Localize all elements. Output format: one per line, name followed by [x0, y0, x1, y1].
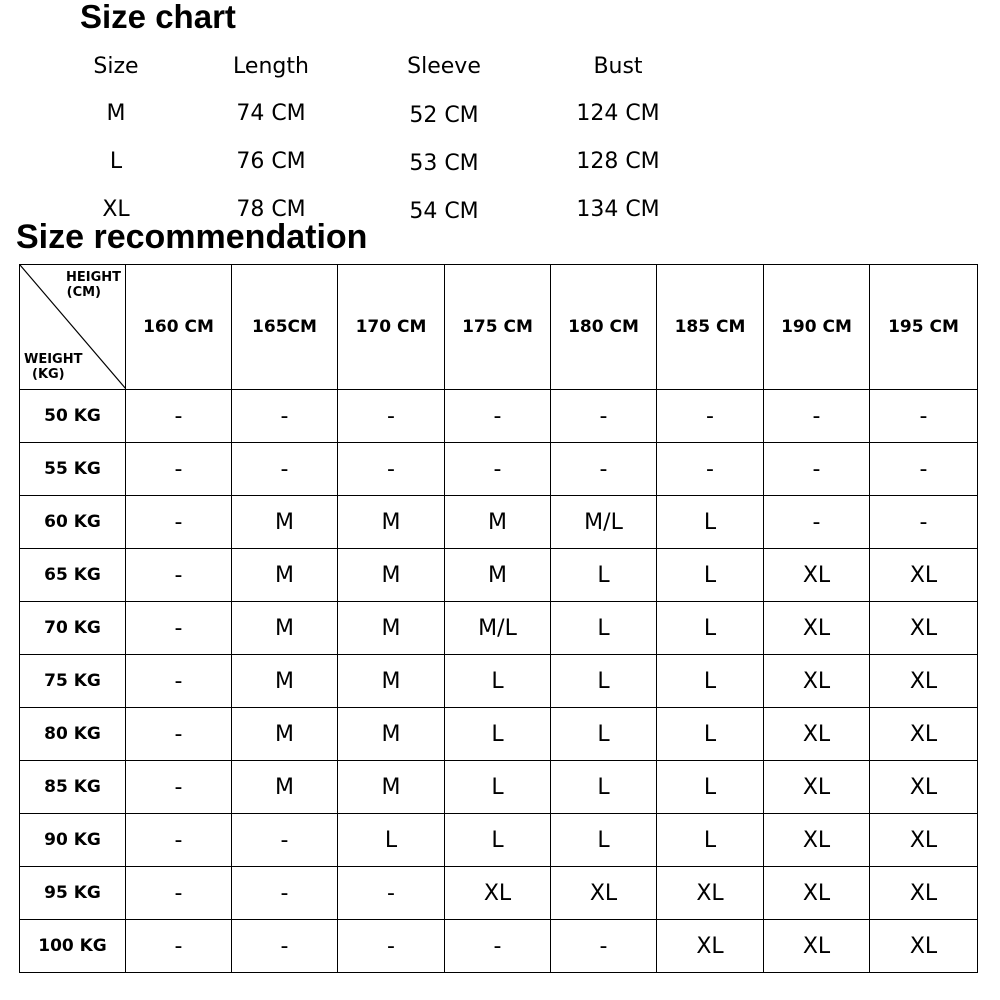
- size-cell: XL: [764, 761, 870, 814]
- weight-cell: 60 KG: [20, 496, 126, 549]
- weight-label: WEIGHT: [24, 352, 83, 368]
- size-cell: L: [551, 761, 657, 814]
- size-chart-cell: L: [109, 149, 123, 174]
- size-cell: M: [232, 708, 338, 761]
- size-chart-cell: 134 CM: [576, 197, 660, 222]
- size-cell: M: [338, 761, 445, 814]
- size-cell: XL: [551, 867, 657, 920]
- size-cell: -: [126, 602, 232, 655]
- size-cell: L: [445, 761, 551, 814]
- size-cell: -: [551, 390, 657, 443]
- size-cell: L: [551, 814, 657, 867]
- size-cell: XL: [764, 814, 870, 867]
- size-chart-cell: 78 CM: [236, 197, 306, 222]
- size-cell: L: [445, 708, 551, 761]
- table-row: [20, 920, 978, 973]
- size-cell: XL: [870, 920, 978, 973]
- size-cell: -: [338, 390, 445, 443]
- height-unit: (CM): [66, 284, 101, 300]
- size-cell: XL: [870, 761, 978, 814]
- size-cell: XL: [764, 655, 870, 708]
- size-cell: L: [657, 602, 764, 655]
- size-cell: L: [551, 549, 657, 602]
- size-cell: M: [338, 708, 445, 761]
- size-cell: M: [232, 549, 338, 602]
- table-row: [20, 443, 978, 496]
- size-cell: M: [338, 655, 445, 708]
- table-row: [20, 655, 978, 708]
- size-cell: -: [232, 443, 338, 496]
- size-cell: M: [232, 761, 338, 814]
- size-recommendation-title: Size recommendation: [16, 218, 368, 256]
- size-cell: -: [764, 496, 870, 549]
- size-cell: -: [126, 761, 232, 814]
- size-cell: -: [445, 390, 551, 443]
- size-cell: XL: [870, 549, 978, 602]
- size-chart-cell: XL: [102, 197, 130, 222]
- size-cell: XL: [445, 867, 551, 920]
- weight-cell: 95 KG: [20, 867, 126, 920]
- size-chart-cell: 128 CM: [576, 149, 660, 174]
- size-cell: L: [657, 549, 764, 602]
- weight-cell: 55 KG: [20, 443, 126, 496]
- size-cell: -: [232, 814, 338, 867]
- size-cell: M/L: [445, 602, 551, 655]
- size-cell: XL: [657, 867, 764, 920]
- size-cell: XL: [870, 602, 978, 655]
- size-cell: -: [126, 920, 232, 973]
- table-row: [20, 708, 978, 761]
- size-cell: -: [551, 443, 657, 496]
- size-chart-cell: 76 CM: [236, 149, 306, 174]
- size-cell: XL: [764, 602, 870, 655]
- size-cell: -: [764, 390, 870, 443]
- size-cell: M: [232, 496, 338, 549]
- size-cell: -: [445, 443, 551, 496]
- size-cell: -: [126, 655, 232, 708]
- size-chart-header: Length: [233, 54, 309, 79]
- size-cell: L: [551, 655, 657, 708]
- size-cell: XL: [870, 708, 978, 761]
- size-chart-cell: 124 CM: [576, 101, 660, 126]
- size-cell: M: [445, 549, 551, 602]
- size-cell: M: [338, 602, 445, 655]
- size-cell: XL: [870, 814, 978, 867]
- size-cell: M: [445, 496, 551, 549]
- weight-cell: 75 KG: [20, 655, 126, 708]
- height-header: 195 CM: [870, 265, 978, 390]
- height-header: 190 CM: [764, 265, 870, 390]
- size-cell: XL: [870, 867, 978, 920]
- table-header-row: [20, 265, 978, 390]
- size-cell: -: [338, 867, 445, 920]
- size-cell: -: [870, 443, 978, 496]
- size-cell: -: [126, 549, 232, 602]
- size-cell: -: [870, 496, 978, 549]
- weight-unit: (KG): [32, 367, 65, 383]
- size-cell: -: [232, 867, 338, 920]
- size-cell: L: [657, 708, 764, 761]
- size-cell: -: [126, 708, 232, 761]
- size-cell: XL: [657, 920, 764, 973]
- size-cell: L: [445, 814, 551, 867]
- size-cell: M: [232, 655, 338, 708]
- size-cell: -: [126, 390, 232, 443]
- table-row: [20, 496, 978, 549]
- size-cell: XL: [870, 655, 978, 708]
- size-cell: -: [126, 496, 232, 549]
- size-cell: XL: [764, 549, 870, 602]
- size-cell: -: [338, 443, 445, 496]
- size-cell: L: [551, 602, 657, 655]
- size-chart-header: Sleeve: [407, 54, 481, 79]
- table-row: [20, 549, 978, 602]
- size-chart-header: Size: [93, 54, 139, 79]
- weight-cell: 70 KG: [20, 602, 126, 655]
- weight-cell: 85 KG: [20, 761, 126, 814]
- size-cell: XL: [764, 920, 870, 973]
- size-recommendation-table: [19, 264, 978, 973]
- size-cell: -: [657, 390, 764, 443]
- size-cell: -: [445, 920, 551, 973]
- size-cell: M: [338, 549, 445, 602]
- size-cell: -: [338, 920, 445, 973]
- size-chart-cell: M: [106, 101, 126, 126]
- table-row: [20, 602, 978, 655]
- weight-axis-label: [24, 353, 82, 383]
- size-cell: M: [338, 496, 445, 549]
- size-cell: -: [551, 920, 657, 973]
- size-cell: -: [126, 443, 232, 496]
- weight-cell: 80 KG: [20, 708, 126, 761]
- size-cell: L: [445, 655, 551, 708]
- size-cell: XL: [764, 708, 870, 761]
- size-cell: -: [764, 443, 870, 496]
- size-cell: -: [126, 867, 232, 920]
- size-cell: L: [657, 496, 764, 549]
- size-cell: M/L: [551, 496, 657, 549]
- size-cell: L: [551, 708, 657, 761]
- weight-cell: 100 KG: [20, 920, 126, 973]
- size-chart-cell: 74 CM: [236, 101, 306, 126]
- height-header: 170 CM: [338, 265, 445, 390]
- size-cell: XL: [764, 867, 870, 920]
- size-cell: -: [232, 920, 338, 973]
- table-row: [20, 390, 978, 443]
- size-cell: -: [870, 390, 978, 443]
- size-chart-title: Size chart: [80, 0, 236, 35]
- size-chart-cell: 53 CM: [409, 151, 479, 176]
- height-header: 165CM: [232, 265, 338, 390]
- size-cell: -: [232, 390, 338, 443]
- weight-cell: 90 KG: [20, 814, 126, 867]
- size-chart-header: Bust: [593, 54, 643, 79]
- height-header: 160 CM: [126, 265, 232, 390]
- table-row: [20, 867, 978, 920]
- height-header: 180 CM: [551, 265, 657, 390]
- table-corner-cell: [20, 265, 126, 390]
- size-cell: L: [657, 761, 764, 814]
- table-row: [20, 814, 978, 867]
- size-chart-cell: 52 CM: [409, 103, 479, 128]
- size-chart-cell: 54 CM: [409, 199, 479, 224]
- height-header: 185 CM: [657, 265, 764, 390]
- height-header: 175 CM: [445, 265, 551, 390]
- size-cell: L: [657, 814, 764, 867]
- size-cell: L: [338, 814, 445, 867]
- size-cell: L: [657, 655, 764, 708]
- height-label: HEIGHT: [65, 270, 121, 285]
- size-cell: -: [126, 814, 232, 867]
- size-cell: M: [232, 602, 338, 655]
- weight-cell: 65 KG: [20, 549, 126, 602]
- table-row: [20, 761, 978, 814]
- height-axis-label: [66, 271, 121, 301]
- size-cell: -: [657, 443, 764, 496]
- weight-cell: 50 KG: [20, 390, 126, 443]
